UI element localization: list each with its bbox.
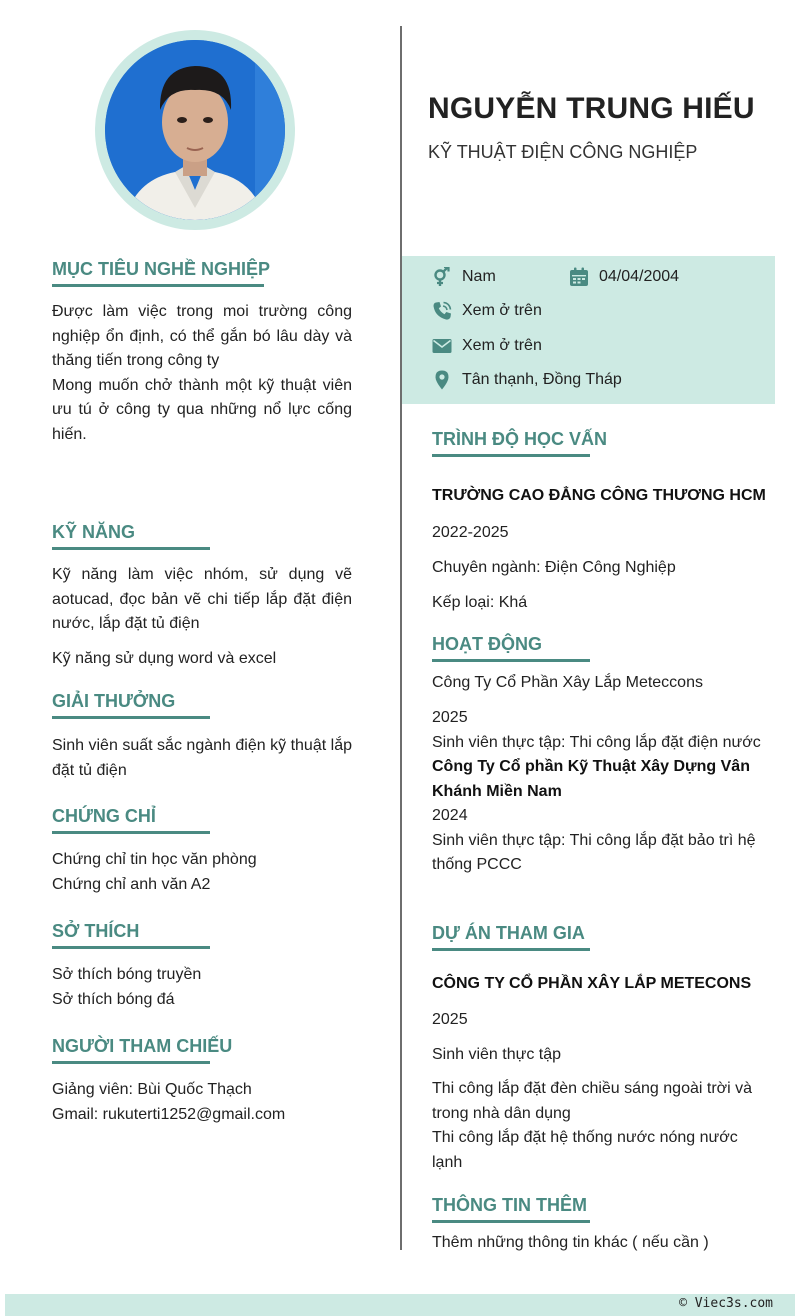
activity-role: Sinh viên thực tập: Thi công lắp đặt bảo trì hệ thống PCCC [432, 831, 756, 873]
section-underline [52, 831, 210, 834]
project-company: CÔNG TY CỔ PHẦN XÂY LẮP METECONS [432, 975, 752, 992]
activity-org: Công Ty Cổ phần Kỹ Thuật Xây Dựng Vân Khánh Miền Nam [432, 758, 750, 800]
objective-line: Mong muốn chở thành một kỹ thuật viên ưu tú ở công ty qua những nổ lực cống hiến. [52, 376, 352, 443]
skill-item: Kỹ năng làm việc nhóm, sử dụng vẽ aotucad, đọc bản vẽ chi tiếp lắp đặt điện nước, lắp đặt tủ điện [52, 566, 352, 632]
project-task: Thi công lắp đặt đèn chiều sáng ngoài trời và trong nhà dân dụng [432, 1080, 753, 1122]
project-year: 2025 [432, 1011, 468, 1028]
project-role: Sinh viên thực tập [432, 1046, 562, 1063]
job-title: KỸ THUẬT ĐIỆN CÔNG NGHIỆP [428, 142, 698, 162]
extra-section [432, 1194, 762, 1223]
section-underline [432, 454, 590, 457]
phone-value: Xem ở trên [462, 302, 542, 319]
section-underline [432, 659, 590, 662]
extra-title: THÔNG TIN THÊM [432, 1195, 587, 1215]
email-value: Xem ở trên [462, 337, 542, 354]
education-major: Chuyên ngành: Điện Công Nghiệp [432, 559, 676, 576]
references-title: NGƯỜI THAM CHIẾU [52, 1036, 233, 1056]
footer-bar [5, 1294, 795, 1316]
hobbies-title: SỞ THÍCH [52, 921, 140, 941]
education-years: 2022-2025 [432, 524, 509, 541]
section-underline [432, 1220, 590, 1223]
skills-section [52, 521, 352, 550]
certificates-section [52, 805, 352, 834]
birthday-value: 04/04/2004 [599, 268, 680, 285]
address-value: Tân thạnh, Đồng Tháp [462, 371, 622, 388]
avatar [105, 40, 285, 220]
section-underline [432, 948, 590, 951]
references-section [52, 1035, 352, 1064]
location-icon [432, 370, 452, 390]
education-title: TRÌNH ĐỘ HỌC VẤN [432, 429, 607, 449]
reference-item: Gmail: rukuterti1252@gmail.com [52, 1105, 286, 1123]
activities-section [432, 633, 762, 662]
calendar-icon [569, 267, 589, 287]
certificate-item: Chứng chỉ anh văn A2 [52, 875, 211, 893]
section-underline [52, 946, 210, 949]
projects-title: DỰ ÁN THAM GIA [432, 923, 585, 943]
avatar-frame [95, 30, 295, 230]
skills-title: KỸ NĂNG [52, 522, 136, 542]
hobbies-section [52, 920, 352, 949]
column-divider [400, 26, 402, 1250]
awards-section [52, 690, 352, 719]
activity-role: Sinh viên thực tập: Thi công lắp đặt điện nước [432, 733, 761, 751]
contact-phone [432, 301, 542, 321]
hobby-item: Sở thích bóng truyền [52, 966, 202, 983]
phone-icon [432, 301, 452, 321]
education-grade: Kếp loại: Khá [432, 594, 528, 611]
education-section [432, 428, 762, 457]
extra-text: Thêm những thông tin khác ( nếu cần ) [432, 1234, 709, 1251]
gender-icon [432, 267, 452, 287]
section-underline [52, 716, 210, 719]
avatar-portrait [105, 40, 285, 220]
watermark: © Viec3s.com [679, 1296, 773, 1311]
award-item: Sinh viên suất sắc ngành điện kỹ thuật lắp đặt tủ điện [52, 737, 352, 779]
section-underline [52, 547, 210, 550]
hobby-item: Sở thích bóng đá [52, 990, 175, 1008]
objective-title: MỤC TIÊU NGHỀ NGHIỆP [52, 259, 271, 279]
education-school: TRƯỜNG CAO ĐẲNG CÔNG THƯƠNG HCM [432, 487, 766, 504]
full-name: NGUYỄN TRUNG HIẾU [428, 92, 755, 125]
contact-email [432, 336, 542, 356]
section-underline [52, 284, 264, 287]
section-underline [52, 1061, 210, 1064]
objective-line: Được làm việc trong moi trường công nghiệp ổn định, có thể gắn bó lâu dày và thăng tiến trong công ty [52, 303, 352, 369]
gender-value: Nam [462, 268, 496, 285]
activity-year: 2024 [432, 807, 468, 824]
certificates-title: CHỨNG CHỈ [52, 806, 156, 826]
contact-gender [432, 267, 496, 287]
reference-item: Giảng viên: Bùi Quốc Thạch [52, 1081, 252, 1098]
certificate-item: Chứng chỉ tin học văn phòng [52, 851, 257, 868]
projects-section [432, 922, 762, 951]
activity-year: 2025 [432, 709, 468, 726]
project-task: Thi công lắp đặt hệ thống nước nóng nước lạnh [432, 1129, 738, 1171]
activities-title: HOẠT ĐỘNG [432, 634, 542, 654]
activity-org: Công Ty Cổ Phần Xây Lắp Meteccons [432, 674, 703, 691]
contact-birthday [569, 267, 679, 287]
contact-address [432, 370, 622, 390]
objective-section [52, 258, 352, 287]
skill-item: Kỹ năng sử dụng word và excel [52, 650, 277, 667]
awards-title: GIẢI THƯỞNG [52, 691, 176, 711]
email-icon [432, 336, 452, 356]
contact-panel [402, 256, 775, 404]
